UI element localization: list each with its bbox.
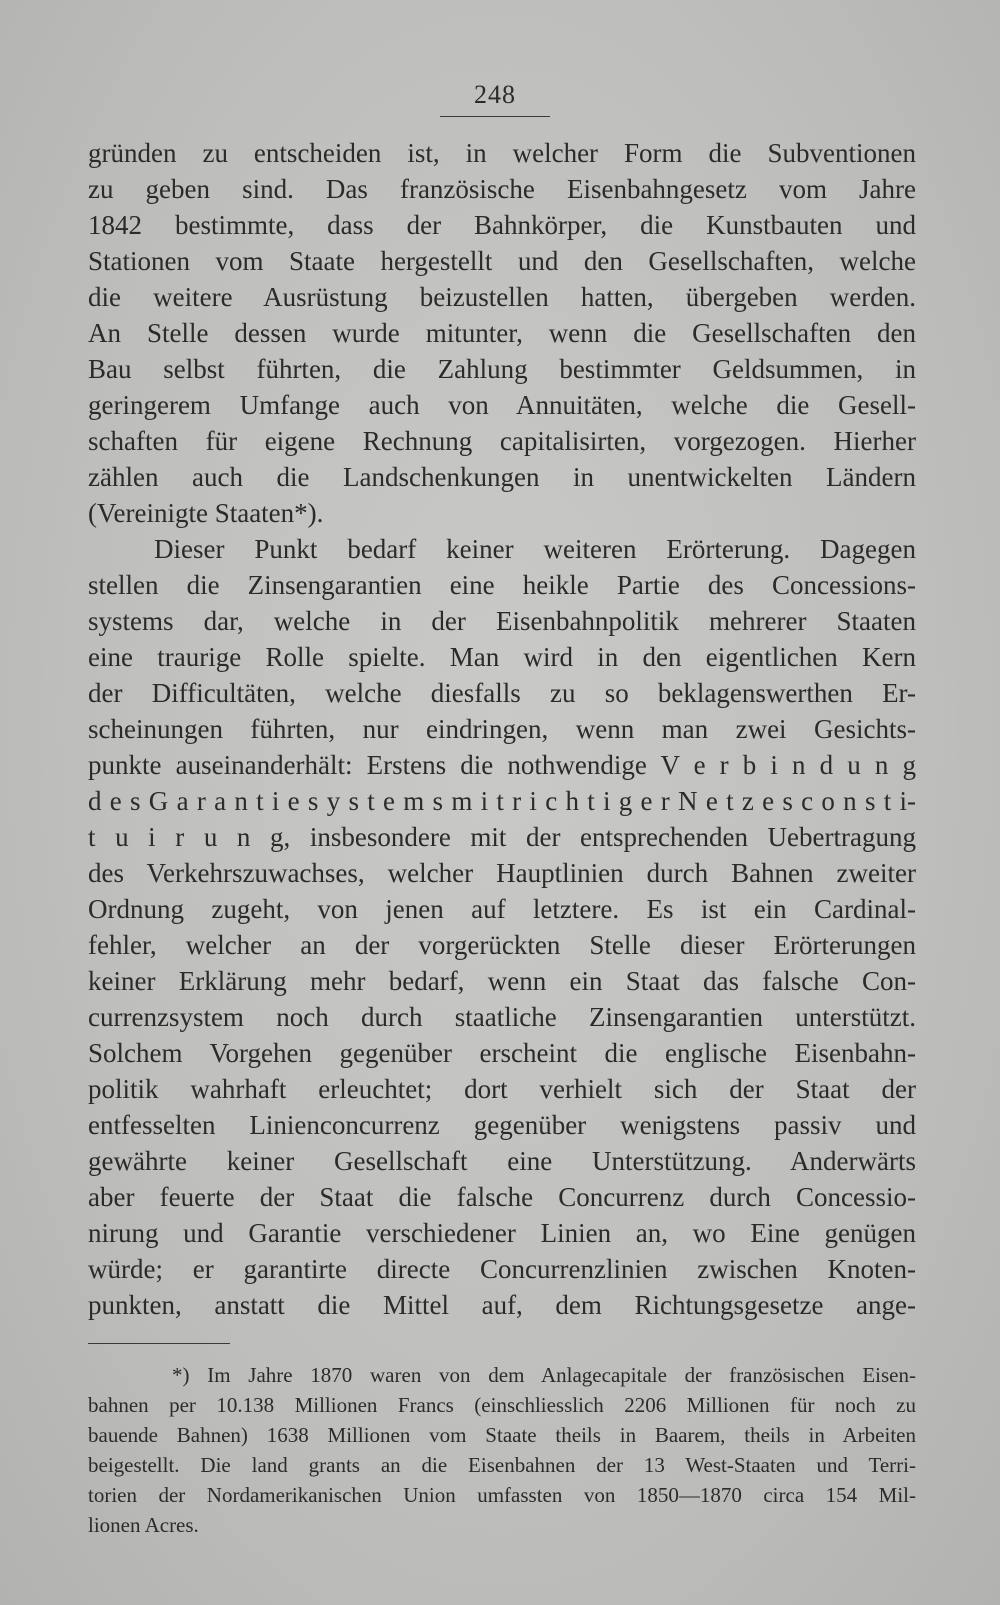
text-line: schaften für eigene Rechnung capitalisirten, vorgezogen. Hierher bbox=[88, 426, 916, 456]
footnote-line: torien der Nordamerikanischen Union umfassten von 1850—1870 circa 154 Mil- bbox=[88, 1483, 916, 1507]
footnote-line: beigestellt. Die land grants an die Eisenbahnen der 13 West-Staaten und Terri- bbox=[88, 1453, 916, 1477]
text-line: Ordnung zugeht, von jenen auf letztere. Es ist ein Cardinal- bbox=[88, 894, 916, 924]
text-line: gründen zu entscheiden ist, in welcher Form die Subventionen bbox=[88, 138, 916, 168]
footnote-line: bahnen per 10.138 Millionen Francs (einschliesslich 2206 Millionen für noch zu bbox=[88, 1393, 916, 1417]
text-line: entfesselten Linienconcurrenz gegenüber wenigstens passiv und bbox=[88, 1110, 916, 1140]
text-line: würde; er garantirte directe Concurrenzlinien zwischen Knoten- bbox=[88, 1254, 916, 1284]
text-line: nirung und Garantie verschiedener Linien an, wo Eine genügen bbox=[88, 1218, 916, 1248]
text-line: politik wahrhaft erleuchtet; dort verhielt sich der Staat der bbox=[88, 1074, 916, 1104]
text-line: Bau selbst führten, die Zahlung bestimmter Geldsummen, in bbox=[88, 354, 916, 384]
footnote-line: *) Im Jahre 1870 waren von dem Anlagecapitale der französischen Eisen- bbox=[172, 1363, 916, 1387]
text-line: (Vereinigte Staaten*). bbox=[88, 498, 324, 528]
text-line: des Verkehrszuwachses, welcher Hauptlinien durch Bahnen zweiter bbox=[88, 858, 916, 888]
page-number: 248 bbox=[474, 80, 516, 109]
text-line: zählen auch die Landschenkungen in unentwickelten Ländern bbox=[88, 462, 916, 492]
text-line: gewährte keiner Gesellschaft eine Unterstützung. Anderwärts bbox=[88, 1146, 916, 1176]
text-line: systems dar, welche in der Eisenbahnpolitik mehrerer Staaten bbox=[88, 606, 916, 636]
footnote-line: bauende Bahnen) 1638 Millionen vom Staate theils in Baarem, theils in Arbeiten bbox=[88, 1423, 916, 1447]
text-line: punkte auseinanderhält: Erstens die nothwendige V e r b i n d u n g bbox=[88, 750, 916, 780]
text-line: aber feuerte der Staat die falsche Concurrenz durch Concessio- bbox=[88, 1182, 916, 1212]
text-line: die weitere Ausrüstung beizustellen hatten, übergeben werden. bbox=[88, 282, 916, 312]
text-line: keiner Erklärung mehr bedarf, wenn ein Staat das falsche Con- bbox=[88, 966, 916, 996]
text-line: zu geben sind. Das französische Eisenbahngesetz vom Jahre bbox=[88, 174, 916, 204]
text-line: scheinungen führten, nur eindringen, wenn man zwei Gesichts- bbox=[88, 714, 916, 744]
header-rule bbox=[440, 116, 550, 117]
text-line: currenzsystem noch durch staatliche Zinsengarantien unterstützt. bbox=[88, 1002, 916, 1032]
text-line: Dieser Punkt bedarf keiner weiteren Erörterung. Dagegen bbox=[154, 534, 916, 564]
footnote-rule bbox=[88, 1343, 230, 1344]
text-line: Solchem Vorgehen gegenüber erscheint die englische Eisenbahn- bbox=[88, 1038, 916, 1068]
text-line: Stationen vom Staate hergestellt und den Gesellschaften, welche bbox=[88, 246, 916, 276]
text-line: stellen die Zinsengarantien eine heikle Partie des Concessions- bbox=[88, 570, 916, 600]
text-line: eine traurige Rolle spielte. Man wird in den eigentlichen Kern bbox=[88, 642, 916, 672]
text-line: fehler, welcher an der vorgerückten Stelle dieser Erörterungen bbox=[88, 930, 916, 960]
text-line: geringerem Umfange auch von Annuitäten, welche die Gesell- bbox=[88, 390, 916, 420]
text-line: 1842 bestimmte, dass der Bahnkörper, die Kunstbauten und bbox=[88, 210, 916, 240]
text-line: der Difficultäten, welche diesfalls zu so beklagenswerthen Er- bbox=[88, 678, 916, 708]
text-line: punkten, anstatt die Mittel auf, dem Richtungsgesetze ange- bbox=[88, 1290, 916, 1320]
footnote bbox=[88, 1360, 916, 1540]
text-line: t u i r u n g, insbesondere mit der entsprechenden Uebertragung bbox=[88, 822, 916, 852]
text-line: d e s G a r a n t i e s y s t e m s m i t r i c h t i g e r N e t z e s c o n s t i- bbox=[88, 786, 916, 816]
text-line: An Stelle dessen wurde mitunter, wenn die Gesellschaften den bbox=[88, 318, 916, 348]
body-text bbox=[88, 135, 916, 1323]
footnote-line: lionen Acres. bbox=[88, 1513, 199, 1537]
